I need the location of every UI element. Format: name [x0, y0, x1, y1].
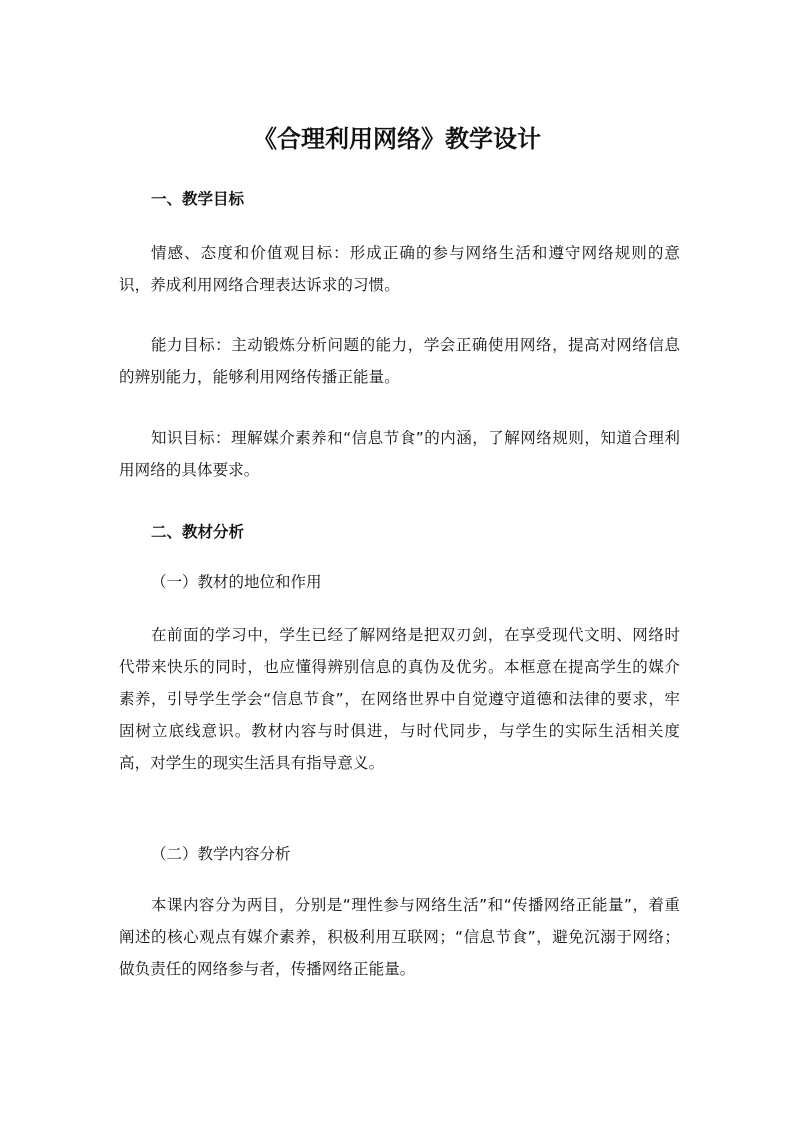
section-heading-textbook-analysis: 二、教材分析 — [151, 523, 245, 541]
document-title: 《合理利用网络》教学设计 — [253, 125, 541, 153]
subheading-content-analysis: （二）教学内容分析 — [151, 845, 291, 863]
goal-paragraph-knowledge: 知识目标：理解媒介素养和“信息节食”的内涵，了解网络规则，知道合理利用网络的具体要求。 — [119, 429, 680, 479]
goal-paragraph-attitude: 情感、态度和价值观目标：形成正确的参与网络生活和遵守网络规则的意识，养成利用网络合理表达诉求的习惯。 — [119, 244, 680, 294]
paragraph-status-and-role: 在前面的学习中，学生已经了解网络是把双刃剑，在享受现代文明、网络时代带来快乐的同时，也应懂得辨别信息的真伪及优劣。本框意在提高学生的媒介素养，引导学生学会“信息节食”，在网络世界中自觉遵守道德和法律的要求，牢固树立底线意识。教材内容与时俱进，与时代同步，与学生的实际生活相关度高，对学生的现实生活具有指导意义。 — [119, 626, 680, 772]
subheading-status-and-role: （一）教材的地位和作用 — [151, 573, 322, 591]
section-heading-teaching-goals: 一、教学目标 — [151, 190, 245, 208]
paragraph-content-analysis: 本课内容分为两目，分别是“理性参与网络生活”和“传播网络正能量”，着重阐述的核心观点有媒介素养，积极利用互联网；“信息节食”，避免沉溺于网络；做负责任的网络参与者，传播网络正能量。 — [119, 896, 680, 978]
goal-paragraph-ability: 能力目标：主动锻炼分析问题的能力，学会正确使用网络，提高对网络信息的辨别能力，能够利用网络传播正能量。 — [119, 336, 680, 386]
